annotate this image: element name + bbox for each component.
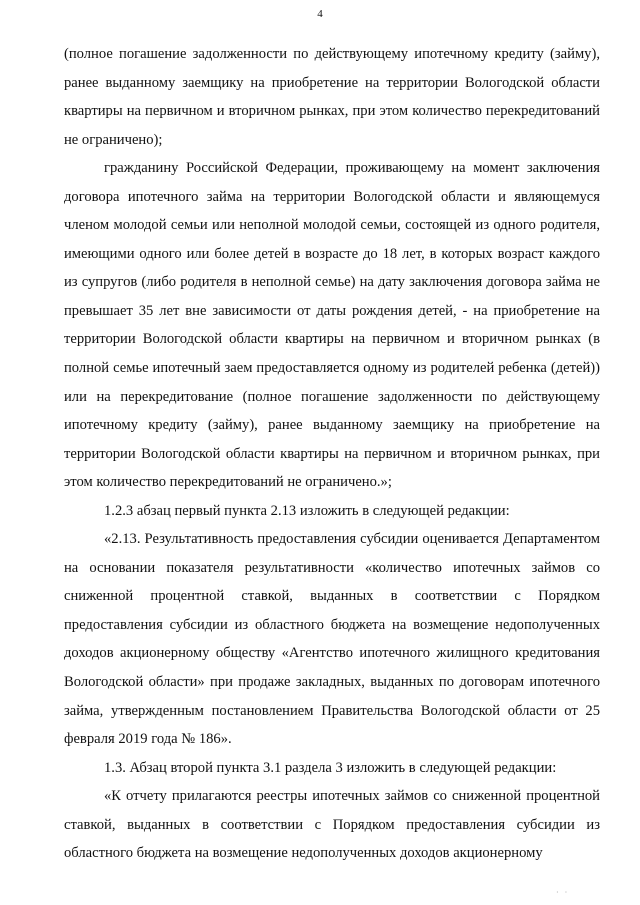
document-body	[64, 40, 600, 868]
paragraph-p5: 1.3. Абзац второй пункта 3.1 раздела 3 изложить в следующей редакции:	[104, 759, 557, 776]
paragraph-p4: «2.13. Результативность предоставления субсидии оценивается Департаментом на основании показателя результативности «количество ипотечных займов со сниженной процентной ставкой, выданных в соответствии с Порядком предоставления субсидии из областного бюджета на возмещение недополученных доходов акционерному обществу «Агентство ипотечного жилищного кредитования Вологодской области» при продаже закладных, выданных по договорам ипотечного займа, утвержденным постановлением Правительства Вологодской области от 25 февраля 2019 года № 186».	[64, 531, 600, 748]
paragraph-p1: (полное погашение задолженности по действующему ипотечному кредиту (займу), ранее выданному заемщику на приобретение на территории Вологодской области квартиры на первичном и вторичном рынках, при этом количество перекредитований не ограничено);	[64, 46, 600, 148]
paragraph-p3: 1.2.3 абзац первый пункта 2.13 изложить в следующей редакции:	[104, 502, 510, 519]
scan-artifact-dots: · ·	[556, 888, 570, 897]
paragraph-p2: гражданину Российской Федерации, проживающему на момент заключения договора ипотечного займа на территории Вологодской области и являющемуся членом молодой семьи или неполной молодой семьи, состоящей из одного родителя, имеющими одного или более детей в возрасте до 18 лет, в которых возраст каждого из супругов (либо родителя в неполной семье) на дату заключения договора займа не превышает 35 лет вне зависимости от даты рождения детей, - на приобретение на территории Вологодской области квартиры на первичном и вторичном рынках (в полной семье ипотечный заем предоставляется одному из родителей ребенка (детей)) или на перекредитование (полное погашение задолженности по действующему ипотечному кредиту (займу), ранее выданному заемщику на приобретение на территории Вологодской области квартиры на первичном и вторичном рынках, при этом количество перекредитований не ограничено.»;	[64, 160, 600, 491]
page-number: 4	[317, 8, 323, 20]
paragraph-p6: «К отчету прилагаются реестры ипотечных займов со сниженной процентной ставкой, выданных в соответствии с Порядком предоставления субсидии из областного бюджета на возмещение недополученных доходов акционерному	[64, 788, 600, 862]
